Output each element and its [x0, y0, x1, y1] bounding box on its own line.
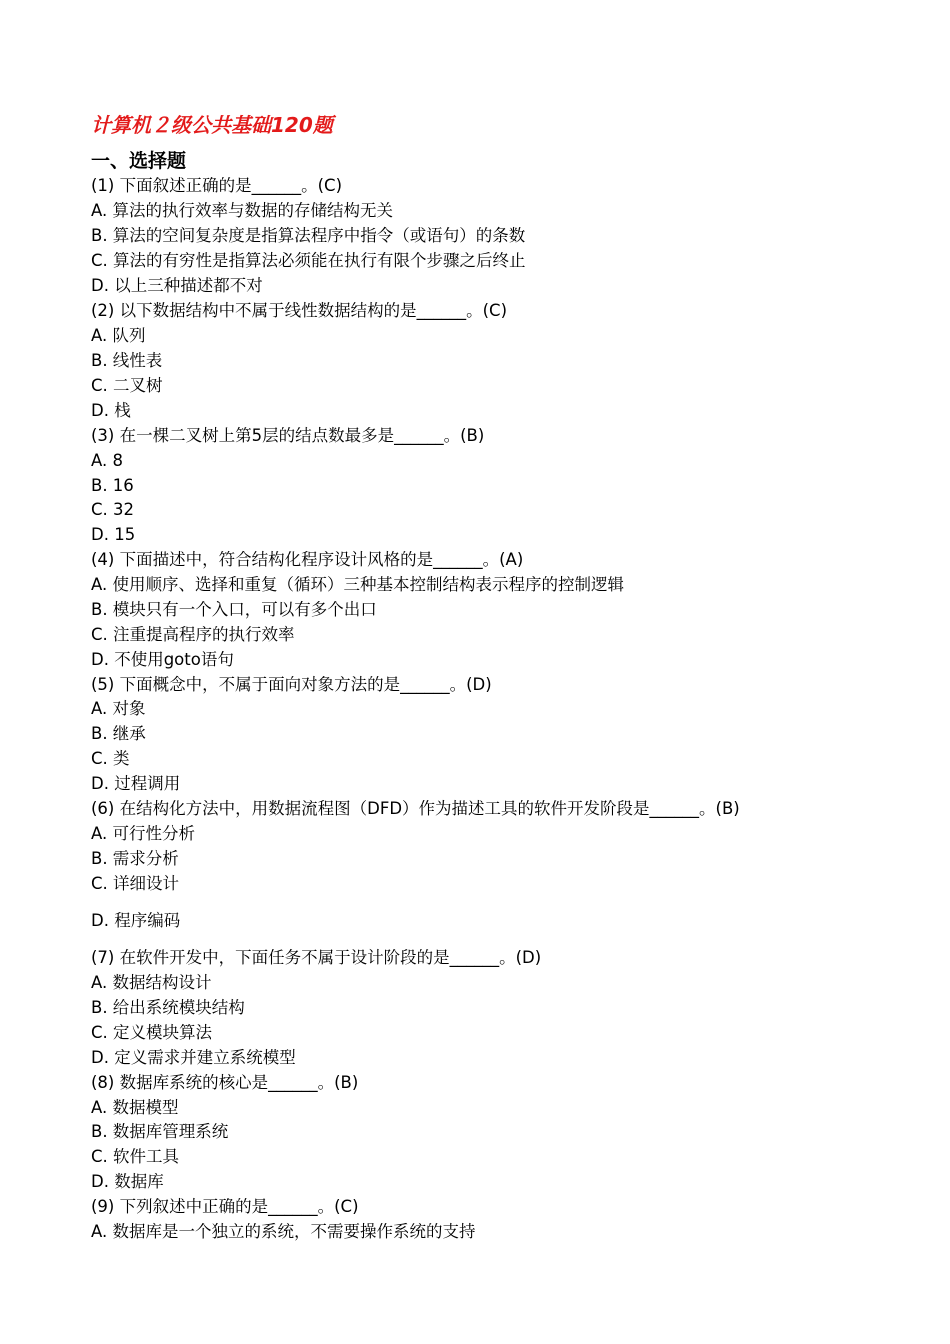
answer-option: D. 数据库 [91, 1172, 164, 1191]
question-stem: (5) 下面概念中，不属于面向对象方法的是______。(D) [91, 675, 492, 694]
answer-option: B. 继承 [91, 724, 146, 743]
answer-option: A. 数据结构设计 [91, 973, 212, 992]
answer-option: D. 以上三种描述都不对 [91, 276, 263, 295]
question-stem: (4) 下面描述中，符合结构化程序设计风格的是______。(A) [91, 550, 524, 569]
answer-option: D. 不使用goto语句 [91, 650, 234, 669]
answer-option: C. 类 [91, 749, 130, 768]
answer-option: B. 模块只有一个入口，可以有多个出口 [91, 600, 377, 619]
document-title: 计算机２级公共基础120题 [91, 113, 333, 137]
section-heading: 一、选择题 [91, 150, 187, 172]
answer-option: A. 对象 [91, 699, 146, 718]
answer-option: C. 定义模块算法 [91, 1023, 213, 1042]
answer-option: A. 算法的执行效率与数据的存储结构无关 [91, 201, 393, 220]
question-stem: (7) 在软件开发中，下面任务不属于设计阶段的是______。(D) [91, 948, 542, 967]
answer-option: D. 栈 [91, 401, 131, 420]
answer-option: B. 算法的空间复杂度是指算法程序中指令（或语句）的条数 [91, 226, 526, 245]
answer-option: C. 二叉树 [91, 376, 163, 395]
question-stem: (1) 下面叙述正确的是______。(C) [91, 176, 343, 195]
answer-option: B. 16 [91, 476, 134, 495]
question-stem: (8) 数据库系统的核心是______。(B) [91, 1073, 359, 1092]
answer-option: D. 定义需求并建立系统模型 [91, 1048, 296, 1067]
answer-option: A. 数据模型 [91, 1098, 179, 1117]
answer-option: A. 队列 [91, 326, 146, 345]
answer-option: A. 8 [91, 451, 123, 470]
answer-option: C. 详细设计 [91, 874, 180, 893]
answer-option: C. 软件工具 [91, 1147, 180, 1166]
answer-option: A. 数据库是一个独立的系统，不需要操作系统的支持 [91, 1222, 476, 1241]
answer-option: C. 算法的有穷性是指算法必须能在执行有限个步骤之后终止 [91, 251, 526, 270]
answer-option: A. 可行性分析 [91, 824, 195, 843]
question-stem: (2) 以下数据结构中不属于线性数据结构的是______。(C) [91, 301, 508, 320]
answer-option: B. 需求分析 [91, 849, 179, 868]
answer-option: B. 线性表 [91, 351, 163, 370]
answer-option: D. 过程调用 [91, 774, 181, 793]
answer-option: B. 数据库管理系统 [91, 1122, 229, 1141]
question-stem: (9) 下列叙述中正确的是______。(C) [91, 1197, 359, 1216]
answer-option: C. 32 [91, 500, 135, 519]
question-stem: (3) 在一棵二叉树上第5层的结点数最多是______。(B) [91, 426, 485, 445]
answer-option: D. 15 [91, 525, 136, 544]
answer-option: C. 注重提高程序的执行效率 [91, 625, 295, 644]
question-stem: (6) 在结构化方法中，用数据流程图（DFD）作为描述工具的软件开发阶段是______。(B) [91, 799, 740, 818]
answer-option: B. 给出系统模块结构 [91, 998, 245, 1017]
answer-option: D. 程序编码 [91, 911, 181, 930]
answer-option: A. 使用顺序、选择和重复（循环）三种基本控制结构表示程序的控制逻辑 [91, 575, 624, 594]
